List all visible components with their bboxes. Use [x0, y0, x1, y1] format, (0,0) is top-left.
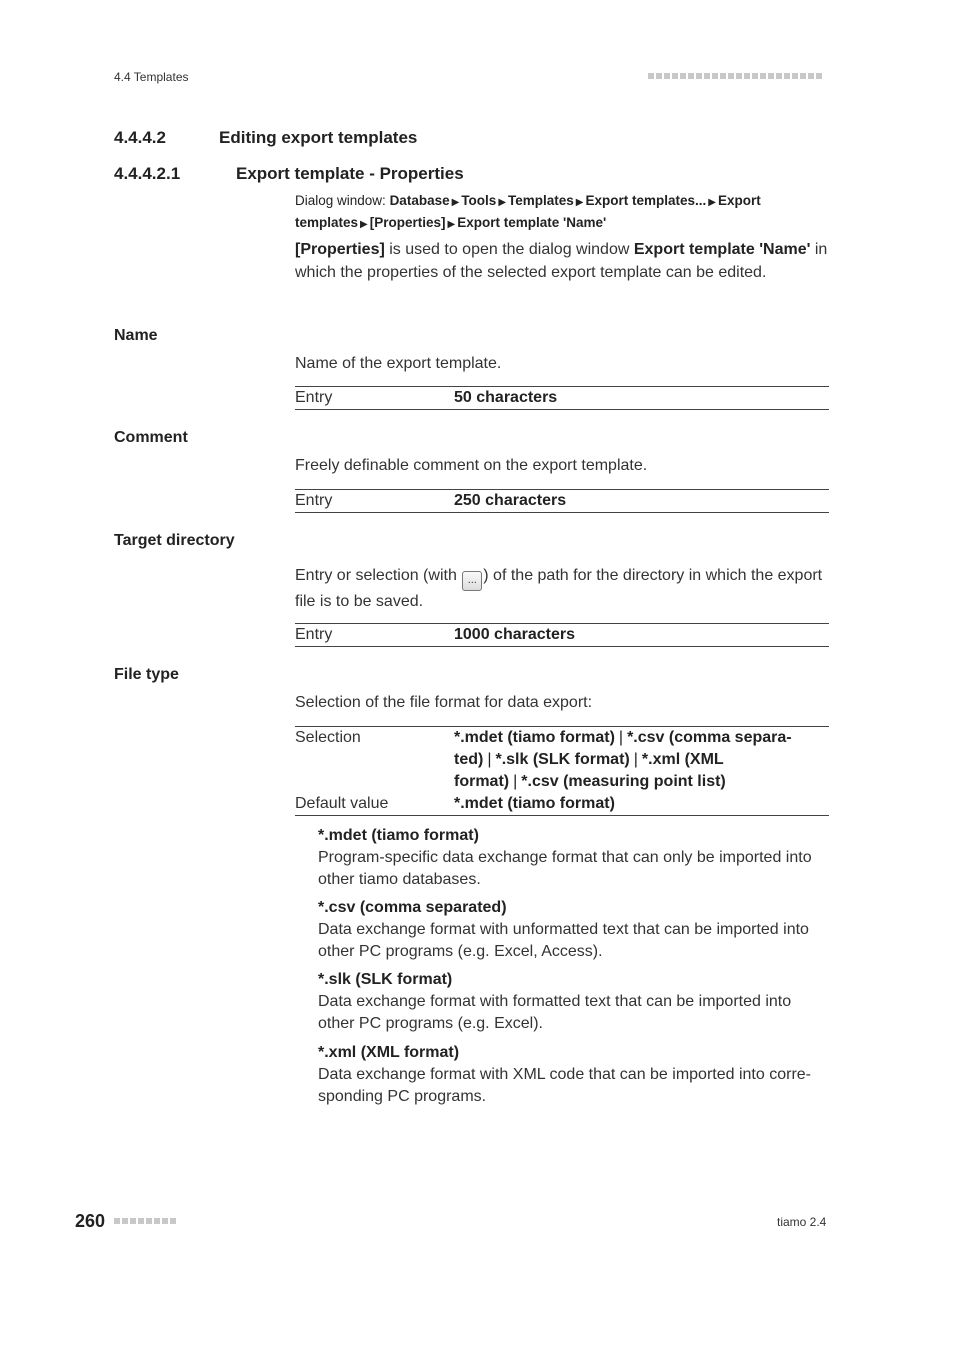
section-title: Editing export templates: [219, 128, 418, 147]
option-csv-points: *.csv (measuring point list): [521, 773, 726, 790]
filetype-description: Selection of the file format for data export:: [295, 694, 593, 711]
format-entry: [318, 1042, 830, 1108]
filetype-section-title: File type: [114, 666, 179, 683]
arrow-icon: ▶: [498, 197, 507, 208]
table-row: [295, 387, 829, 410]
spec-key: Selection: [295, 729, 361, 746]
spec-value: 1000 characters: [454, 626, 575, 643]
name-spec-table: [295, 386, 829, 410]
table-row: [295, 490, 829, 513]
option-mdet: *.mdet (tiamo format): [454, 729, 615, 746]
subsection-heading: [114, 164, 464, 184]
intro-bold-2: Export template 'Name': [633, 241, 811, 258]
table-row: [295, 624, 829, 647]
format-description: Data exchange format with XML code that can be imported into corre- sponding PC programs.: [318, 1066, 811, 1105]
filetype-spec-table: [295, 726, 829, 816]
running-header: 4.4 Templates: [114, 70, 189, 84]
subsection-title: Export template - Properties: [236, 164, 464, 183]
target-spec-table: [295, 623, 829, 647]
format-entry: [318, 825, 830, 891]
path-step: [Properties]: [369, 215, 446, 230]
spec-value: *.mdet (tiamo format): [454, 795, 615, 812]
format-title: *.csv (comma separated): [318, 899, 507, 916]
format-entry: [318, 897, 830, 963]
option-xml: *.xml (XML format): [454, 751, 724, 790]
format-title: *.xml (XML format): [318, 1044, 460, 1061]
target-description: [295, 565, 829, 614]
comment-spec-table: [295, 489, 829, 513]
comment-section-title: Comment: [114, 429, 188, 446]
table-row: [295, 727, 829, 794]
browse-button-icon: ...: [462, 571, 482, 591]
comment-description: Freely definable comment on the export template.: [295, 457, 648, 474]
target-section-title: Target directory: [114, 532, 235, 549]
subsection-number: 4.4.4.2.1: [114, 164, 181, 183]
arrow-icon: ▶: [708, 197, 716, 208]
path-step: Templates: [508, 193, 574, 208]
arrow-icon: ▶: [447, 219, 456, 230]
target-desc-end: ) of the path for the directory in which the export file is to be saved.: [295, 567, 823, 610]
intro-bold-1: [Properties]: [295, 241, 385, 258]
arrow-icon: ▶: [451, 197, 460, 208]
format-description: Data exchange format with formatted text that can be imported into other PC programs (e.g. Excel).: [318, 993, 792, 1032]
spec-value: 250 characters: [454, 492, 567, 509]
path-step: Export template 'Name': [457, 215, 607, 230]
option-csv: *.csv (comma separa- ted): [454, 729, 792, 768]
spec-value: [454, 727, 829, 794]
intro-paragraph: [295, 239, 829, 284]
spec-key: Entry: [295, 626, 333, 643]
section-heading: [114, 128, 417, 148]
dialog-path: [295, 191, 829, 235]
intro-text-2: in which the properties of the selected export template can be edited.: [295, 241, 828, 281]
path-step: Database: [389, 193, 450, 208]
name-description: Name of the export template.: [295, 355, 502, 372]
intro-text-1: is used to open the dialog window: [384, 241, 634, 258]
spec-value: 50 characters: [454, 389, 558, 406]
format-title: *.mdet (tiamo format): [318, 827, 479, 844]
separator: |: [487, 751, 492, 768]
separator: |: [513, 773, 518, 790]
format-description: Program-specific data exchange format that can only be imported into other tiamo databases.: [318, 849, 812, 888]
separator: |: [618, 729, 624, 746]
path-step: Tools: [461, 193, 497, 208]
page-number: 260: [75, 1211, 106, 1231]
table-row: [295, 793, 829, 816]
option-slk: *.slk (SLK format): [495, 751, 630, 768]
arrow-icon: ▶: [575, 197, 584, 208]
dialog-path-prefix: Dialog window:: [295, 193, 386, 208]
format-title: *.slk (SLK format): [318, 971, 453, 988]
spec-key: Entry: [295, 389, 333, 406]
path-step: Export templates: [295, 193, 761, 230]
header-decoration: [648, 73, 822, 79]
section-number: 4.4.4.2: [114, 128, 166, 147]
target-desc-start: Entry or selection (with: [295, 567, 462, 584]
name-section-title: Name: [114, 327, 158, 344]
format-entry: [318, 969, 830, 1035]
spec-key: Default value: [295, 795, 389, 812]
arrow-icon: ▶: [360, 219, 368, 230]
path-step: Export templates...: [585, 193, 707, 208]
product-name: tiamo 2.4: [777, 1215, 827, 1229]
separator: |: [633, 751, 638, 768]
spec-key: Entry: [295, 492, 333, 509]
format-description: Data exchange format with unformatted text that can be imported into other PC programs (e.g. Excel, Access).: [318, 921, 809, 960]
footer-decoration: [114, 1218, 176, 1224]
